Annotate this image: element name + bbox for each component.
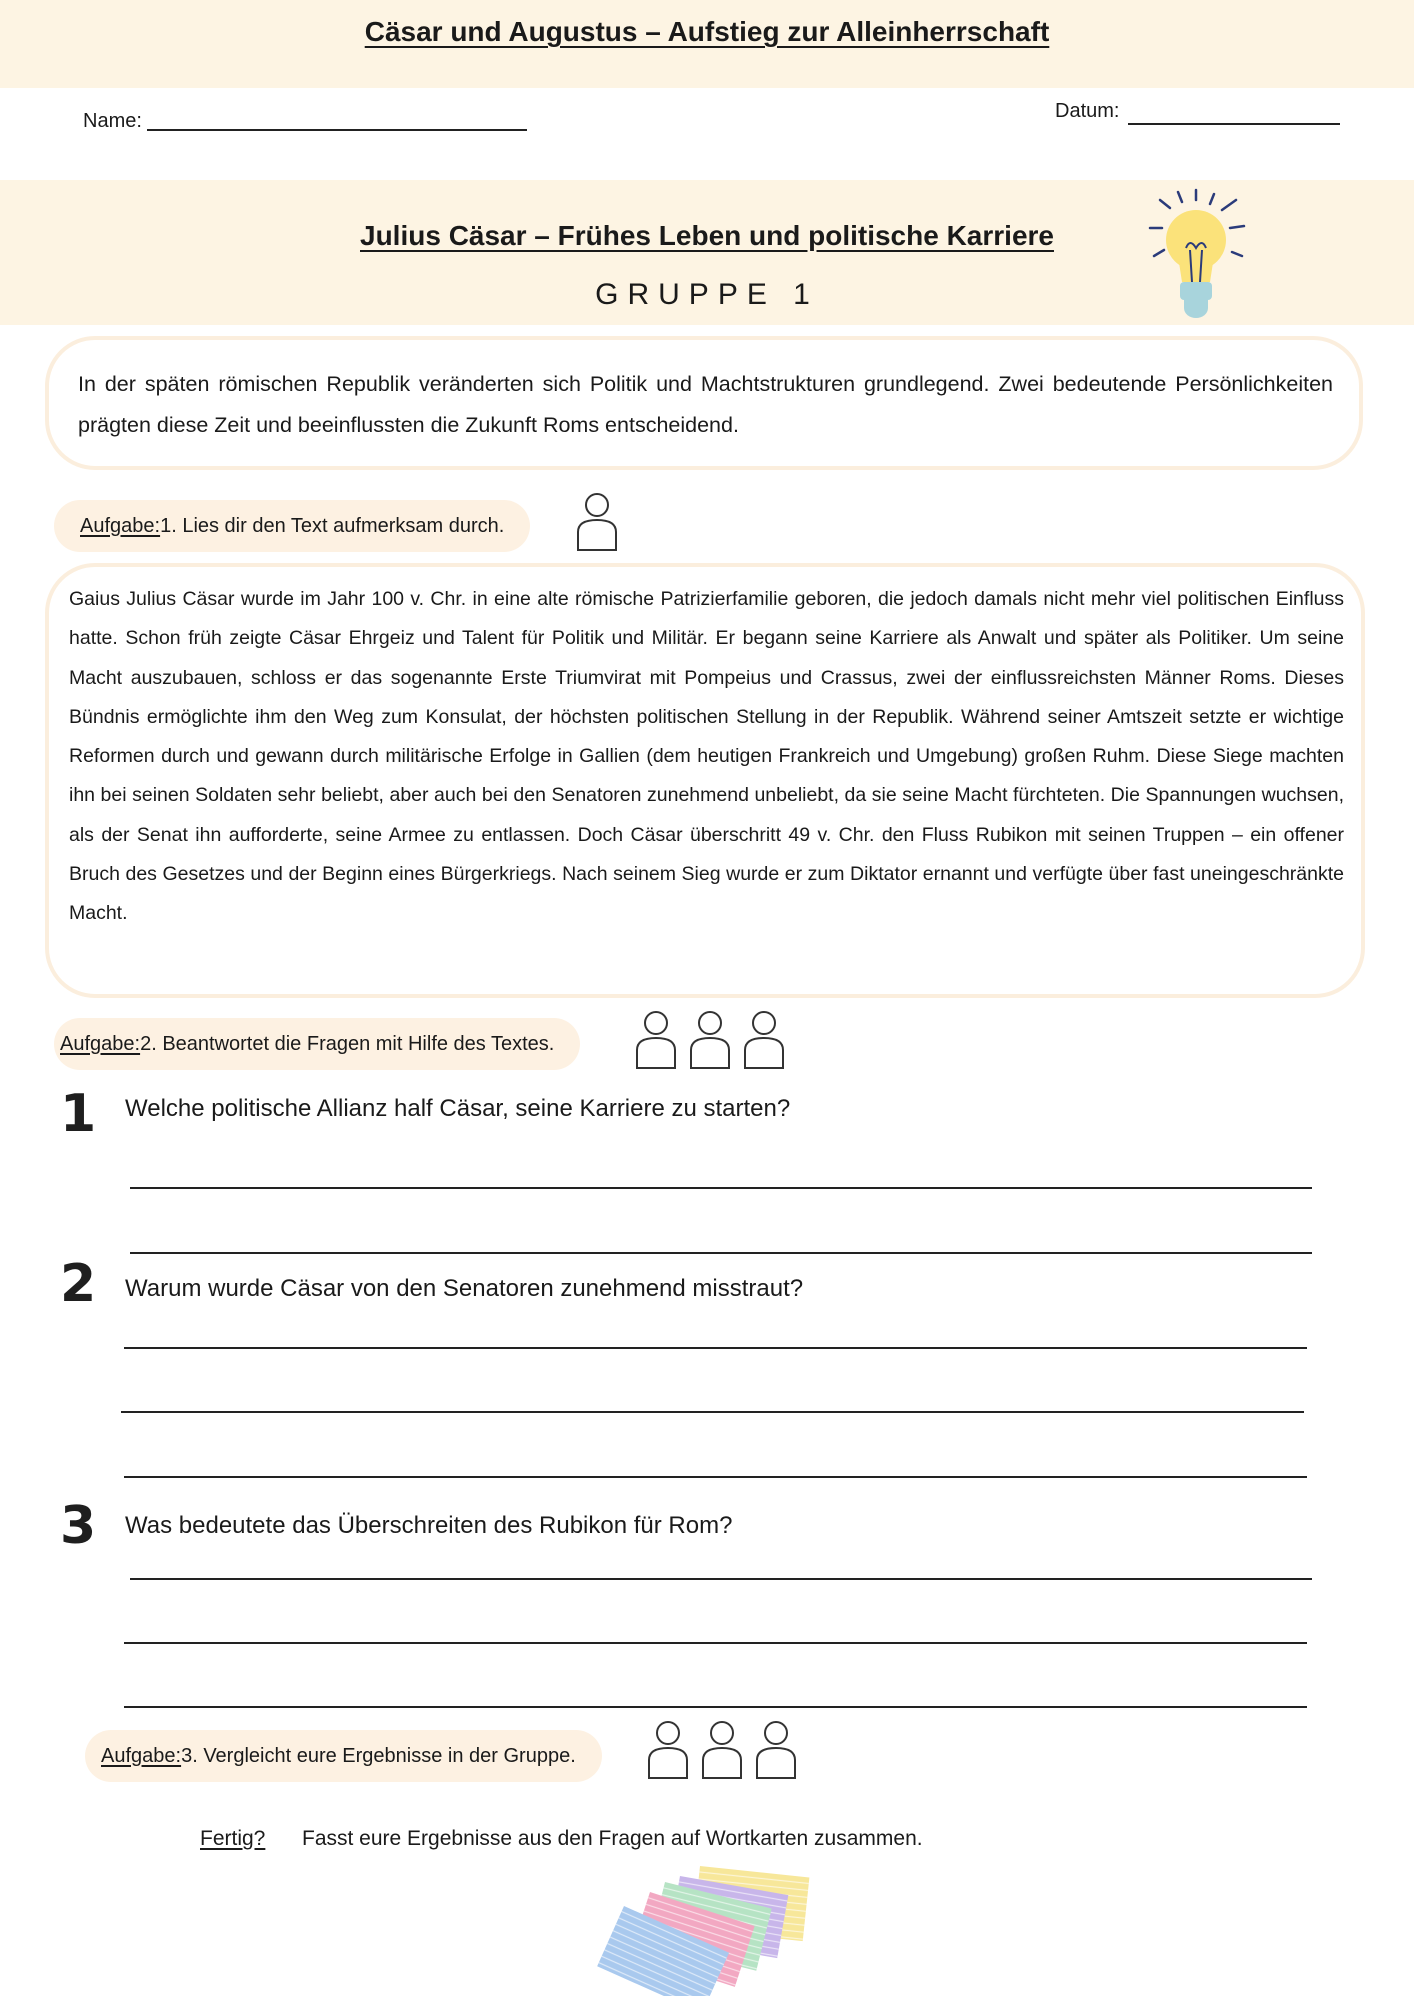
index-cards-icon [590,1866,830,1996]
single-person-icon [575,492,619,554]
task-1-text: 1. Lies dir den Text aufmerksam durch. [160,514,505,537]
question-1-number: 1 [60,1084,97,1144]
finish-text: Fasst eure Ergebnisse aus den Fragen auf Wortkarten zusammen. [302,1827,923,1850]
task-1-label: Aufgabe: [80,514,161,537]
task-3-pill [85,1730,602,1782]
name-label: Name: [83,110,142,132]
answer-line[interactable] [124,1347,1307,1349]
answer-line[interactable] [124,1476,1307,1478]
answer-line[interactable] [130,1252,1312,1254]
answer-line[interactable] [121,1411,1304,1413]
task-3-text: 3. Vergleicht eure Ergebnisse in der Gruppe. [181,1744,576,1767]
lightbulb-icon [1138,186,1258,322]
answer-line[interactable] [130,1578,1312,1580]
worksheet-title: Cäsar und Augustus – Aufstieg zur Alleinherrschaft [364,16,1050,47]
task-2-label: Aufgabe: [60,1032,141,1055]
group-label: GRUPPE 1 [595,278,819,311]
question-2-number: 2 [60,1254,97,1314]
reading-text: Gaius Julius Cäsar wurde im Jahr 100 v. Chr. in eine alte römische Patrizierfamilie geboren, die jedoch damals nicht mehr viel politischen Einfluss hatte. Schon früh zeigte Cäsar Ehrgeiz und Talent für Politik und Militär. Er begann seine Karriere als Anwalt und später als Politiker. Um seine Macht auszubauen, schloss er das sogenannte Erste Triumvirat mit Pompeius und Crassus, zwei der einflussreichsten Männer Roms. Dieses Bündnis ermöglichte ihm den Weg zum Konsulat, der höchsten politischen Stellung in der Republik. Während seiner Amtszeit setzte er wichtige Reformen durch und gewann durch militärische Erfolge in Gallien (dem heutigen Frankreich und Umgebung) großen Ruhm. Diese Siege machten ihn bei seinen Soldaten sehr beliebt, aber auch bei den Senatoren zunehmend unbeliebt, da sie seine Macht fürchteten. Die Spannungen wuchsen, als der Senat ihn aufforderte, seine Armee zu entlassen. Doch Cäsar überschritt 49 v. Chr. den Fluss Rubikon mit seinen Truppen – ein offener Bruch des Gesetzes und der Beginn eines Bürgerkriegs. Nach seinem Sieg wurde er zum Diktator ernannt und verfügte über fast uneingeschränkte Macht. [69,588,1344,925]
finish-label: Fertig? [200,1827,266,1850]
question-2-text: Warum wurde Cäsar von den Senatoren zunehmend misstraut? [125,1275,804,1302]
section-title: Julius Cäsar – Frühes Leben und politische Karriere [360,220,1054,251]
question-1-text: Welche politische Allianz half Cäsar, seine Karriere zu starten? [125,1095,791,1122]
group-icon [646,1720,798,1782]
question-3-text: Was bedeutete das Überschreiten des Rubikon für Rom? [125,1512,733,1539]
group-icon [634,1010,786,1072]
date-line[interactable] [1128,123,1340,125]
answer-line[interactable] [124,1706,1307,1708]
name-line[interactable] [147,129,527,131]
task-2-text: 2. Beantwortet die Fragen mit Hilfe des Textes. [140,1032,555,1055]
answer-line[interactable] [124,1642,1307,1644]
date-label: Datum: [1055,100,1120,122]
intro-text: In der späten römischen Republik veränderten sich Politik und Machtstrukturen grundlegend. Zwei bedeutende Persönlichkeiten prägten diese Zeit und beeinflussten die Zukunft Roms entscheidend. [78,372,1333,437]
task-3-label: Aufgabe: [101,1744,182,1767]
answer-line[interactable] [130,1187,1312,1189]
task-2-pill [54,1018,580,1070]
question-3-number: 3 [60,1496,97,1556]
task-1-pill [54,500,530,552]
